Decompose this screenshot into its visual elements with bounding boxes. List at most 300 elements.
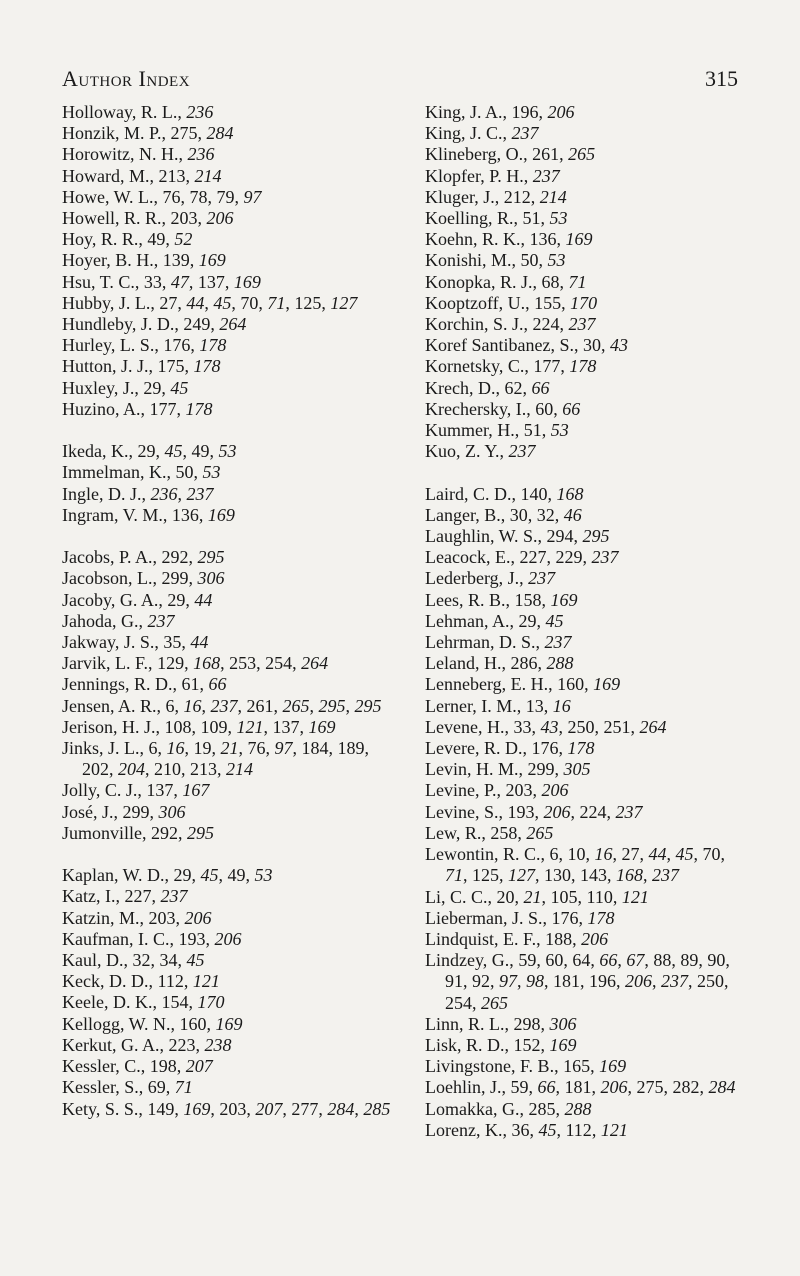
citation-page: 177 (149, 398, 177, 419)
reference-page-italic: 306 (197, 568, 225, 589)
citation-page: 223 (168, 1034, 196, 1055)
citation-page: 49 (191, 441, 210, 462)
author-name: Kerkut, G. A., (62, 1034, 164, 1055)
citation-page: 258 (490, 822, 518, 843)
citation-page: 299 (161, 568, 189, 589)
index-entry: Hubby, J. L., 27, 44, 45, 70, 71, 125, 127 (62, 292, 358, 313)
citation-page: 130 (544, 865, 571, 886)
index-entry: Katz, I., 227, 237 (62, 886, 188, 907)
citation-page: 89 (680, 950, 699, 971)
citation-page: 189 (337, 738, 365, 759)
index-entry: Immelman, K., 50, 53 (62, 462, 221, 483)
reference-page-italic: 265 (282, 695, 310, 716)
index-entry: Levine, S., 193, 206, 224, 237 (425, 801, 643, 822)
reference-page-italic: 71 (267, 292, 286, 313)
index-entry (425, 441, 740, 462)
author-name: Laughlin, W. S., (425, 526, 543, 547)
author-name: Levin, H. M., (425, 759, 523, 780)
citation-page: 27 (159, 292, 178, 313)
index-entry: Loehlin, J., 59, 66, 181, 206, 275, 282, 284 (425, 1077, 736, 1098)
reference-page-italic: 237 (532, 165, 560, 186)
citation-page: 129 (157, 653, 185, 674)
author-name: Howell, R. R., (62, 208, 167, 229)
index-entry: Jacoby, G. A., 29, 44 (62, 589, 213, 610)
citation-page: 32 (536, 504, 555, 525)
author-name: Hsu, T. C., (62, 271, 140, 292)
reference-page-italic: 206 (543, 801, 571, 822)
citation-page: 51 (523, 420, 542, 441)
citation-page: 68 (541, 271, 560, 292)
citation-page: 70 (702, 844, 721, 865)
reference-page-italic: 97 (274, 738, 293, 759)
author-name: Kessler, S., (62, 1077, 144, 1098)
reference-page-italic: 169 (198, 250, 226, 271)
reference-page-italic: 53 (218, 441, 237, 462)
citation-page: 229 (555, 547, 583, 568)
author-name: King, J. C., (425, 123, 508, 144)
reference-page-italic: 306 (549, 1013, 577, 1034)
index-entry: Lenneberg, E. H., 160, 169 (425, 674, 621, 695)
citation-page: 299 (122, 801, 150, 822)
reference-page-italic: 66 (531, 377, 550, 398)
author-name: Katz, I., (62, 886, 120, 907)
reference-page-italic: 16 (552, 695, 571, 716)
index-entry: Korchin, S. J., 224, 237 (425, 314, 596, 335)
author-name: Jumonville, (62, 822, 147, 843)
author-name: Hurley, L. S., (62, 335, 159, 356)
citation-page: 261 (246, 695, 274, 716)
author-name: Lehman, A., (425, 610, 514, 631)
citation-page: 29 (137, 441, 156, 462)
citation-page: 143 (580, 865, 607, 886)
author-name: Jacoby, G. A., (62, 589, 163, 610)
citation-page: 176 (531, 738, 559, 759)
citation-page: 112 (565, 1119, 592, 1140)
citation-page: 105 (550, 886, 578, 907)
author-name: Kessler, C., (62, 1056, 146, 1077)
citation-page: 292 (151, 822, 178, 843)
index-entry: Levere, R. D., 176, 178 (425, 738, 595, 759)
citation-page: 10 (567, 844, 586, 865)
index-entry: Krech, D., 62, 66 (425, 377, 550, 398)
author-name: Ikeda, K., (62, 441, 133, 462)
reference-page-italic: 53 (549, 208, 568, 229)
citation-page: 139 (162, 250, 190, 271)
running-header (62, 66, 738, 92)
author-name: Lees, R. B., (425, 589, 510, 610)
index-entry: Lieberman, J. S., 176, 178 (425, 907, 615, 928)
reference-page-italic: 206 (214, 928, 242, 949)
index-entry: Levene, H., 33, 43, 250, 251, 264 (425, 716, 667, 737)
author-name: Lisk, R. D., (425, 1034, 510, 1055)
citation-page: 212 (503, 186, 531, 207)
reference-page-italic: 306 (158, 801, 186, 822)
citation-page: 261 (532, 144, 560, 165)
letter-group-gap (62, 526, 392, 547)
author-name: Lindquist, E. F., (425, 928, 541, 949)
reference-page-italic: 43 (540, 716, 559, 737)
reference-page-italic: 71 (174, 1077, 193, 1098)
index-entry: Klineberg, O., 261, 265 (425, 144, 596, 165)
letter-group-gap (62, 844, 392, 865)
index-entry: Keele, D. K., 154, 170 (62, 992, 225, 1013)
citation-page: 286 (510, 653, 538, 674)
citation-page: 282 (672, 1077, 700, 1098)
citation-page: 137 (272, 716, 300, 737)
reference-page-italic: 178 (567, 738, 595, 759)
author-name: Kummer, H., (425, 420, 520, 441)
reference-page-italic: 288 (546, 653, 574, 674)
citation-page: 152 (513, 1034, 541, 1055)
citation-page: 196 (511, 102, 539, 122)
reference-page-italic: 284 (206, 123, 234, 144)
reference-page-italic: 169 (565, 229, 593, 250)
index-entry: Lisk, R. D., 152, 169 (425, 1034, 577, 1055)
reference-page-italic: 265 (481, 992, 508, 1013)
reference-page-italic: 21 (220, 738, 239, 759)
author-name: Krechersky, I., (425, 398, 531, 419)
reference-page-italic: 169 (233, 271, 261, 292)
citation-page: 29 (143, 377, 162, 398)
reference-page-italic: 170 (570, 292, 598, 313)
index-entry: Lehman, A., 29, 45 (425, 610, 564, 631)
reference-page-italic: 169 (183, 1098, 211, 1119)
citation-page: 249 (183, 314, 211, 335)
reference-page-italic: 264 (639, 716, 667, 737)
reference-page-italic: 44 (648, 844, 667, 865)
index-entry: Jacobson, L., 299, 306 (62, 568, 225, 589)
reference-page-italic: 47 (170, 271, 189, 292)
citation-page: 13 (525, 695, 544, 716)
index-entry: Koelling, R., 51, 53 (425, 208, 568, 229)
reference-page-italic: 237 (615, 801, 643, 822)
author-name: Keck, D. D., (62, 971, 153, 992)
index-entry: Koehn, R. K., 136, 169 (425, 229, 593, 250)
index-entry: Jumonville, 292, 295 (62, 822, 214, 843)
citation-page: 76 (247, 738, 266, 759)
author-name: Keele, D. K., (62, 992, 157, 1013)
index-entry: Krechersky, I., 60, 66 (425, 398, 581, 419)
reference-page-italic: 237 (508, 441, 536, 462)
citation-page: 34 (159, 950, 178, 971)
index-entry: Kummer, H., 51, 53 (425, 420, 569, 441)
citation-page: 294 (546, 526, 574, 547)
citation-page: 275 (170, 123, 198, 144)
author-name: Klopfer, P. H., (425, 165, 529, 186)
author-name: Koehn, R. K., (425, 229, 525, 250)
citation-page: 51 (522, 208, 541, 229)
index-entry: Hundleby, J. D., 249, 264 (62, 314, 247, 335)
citation-page: 112 (157, 971, 184, 992)
reference-page-italic: 206 (206, 208, 234, 229)
index-entry: Lindquist, E. F., 188, 206 (425, 928, 609, 949)
reference-page-italic: 295 (187, 822, 214, 843)
author-name: Ingle, D. J., (62, 483, 146, 504)
author-name: Jerison, H. J., (62, 716, 160, 737)
index-entry (62, 102, 392, 123)
reference-page-italic: 237 (544, 632, 572, 653)
author-name: Koref Santibanez, S., (425, 335, 579, 356)
author-name: Koelling, R., (425, 208, 518, 229)
reference-page-italic: 121 (236, 716, 264, 737)
citation-page: 285 (528, 1098, 556, 1119)
reference-page-italic: 285 (363, 1098, 391, 1119)
citation-page: 275 (636, 1077, 664, 1098)
index-entry: Ingle, D. J., 236, 237 (62, 483, 214, 504)
author-name: Krech, D., (425, 377, 500, 398)
index-entry: Keck, D. D., 112, 121 (62, 971, 220, 992)
index-entry: Kaplan, W. D., 29, 45, 49, 53 (62, 865, 273, 886)
author-name: Hoy, R. R., (62, 229, 143, 250)
reference-page-italic: 214 (539, 186, 567, 207)
reference-page-italic: 16 (183, 695, 202, 716)
citation-page: 62 (504, 377, 523, 398)
reference-page-italic: 207 (185, 1056, 213, 1077)
reference-page-italic: 127 (508, 865, 535, 886)
citation-page: 30 (509, 504, 528, 525)
reference-page-italic: 67 (626, 950, 645, 971)
reference-page-italic: 168 (556, 483, 584, 504)
citation-page: 227 (519, 547, 547, 568)
index-entry: Kornetsky, C., 177, 178 (425, 356, 597, 377)
citation-page: 160 (179, 1013, 207, 1034)
author-name: Jolly, C. J., (62, 780, 142, 801)
reference-page-italic: 97 (243, 186, 262, 207)
reference-page-italic: 238 (204, 1034, 232, 1055)
reference-page-italic: 264 (301, 653, 329, 674)
reference-page-italic: 237 (186, 483, 214, 504)
citation-page: 181 (564, 1077, 592, 1098)
index-entry: Jerison, H. J., 108, 109, 121, 137, 169 (62, 716, 336, 737)
index-entry (62, 611, 392, 632)
index-entry: Jolly, C. J., 137, 167 (62, 780, 210, 801)
author-name: Kuo, Z. Y., (425, 441, 505, 462)
citation-page: 137 (197, 271, 225, 292)
reference-page-italic: 295 (318, 695, 346, 716)
author-name: Lewontin, R. C., (425, 844, 545, 865)
index-entry: Leacock, E., 227, 229, 237 (425, 547, 619, 568)
citation-page: 176 (163, 335, 191, 356)
author-name: Jahoda, G., (62, 610, 143, 631)
author-name: Li, C. C., (425, 886, 493, 907)
author-name: Kaplan, W. D., (62, 865, 169, 886)
citation-page: 203 (219, 1098, 247, 1119)
reference-page-italic: 45 (545, 610, 564, 631)
reference-page-italic: 284 (327, 1098, 355, 1119)
citation-page: 202 (82, 759, 109, 780)
reference-page-italic: 295 (197, 547, 225, 568)
letter-group-gap (62, 420, 392, 441)
author-name: Levine, S., (425, 801, 503, 822)
reference-page-italic: 167 (182, 780, 210, 801)
author-name: Jennings, R. D., (62, 674, 178, 695)
author-name: Jacobson, L., (62, 568, 157, 589)
author-name: Konishi, M., (425, 250, 517, 271)
citation-page: 176 (551, 907, 579, 928)
author-name: Livingstone, F. B., (425, 1056, 559, 1077)
author-name: Howe, W. L., (62, 186, 158, 207)
reference-page-italic: 66 (562, 398, 581, 419)
author-name: Jacobs, P. A., (62, 547, 158, 568)
author-name: Langer, B., (425, 504, 506, 525)
reference-page-italic: 45 (170, 377, 189, 398)
index-entry: Kellogg, W. N., 160, 169 (62, 1013, 243, 1034)
citation-page: 175 (157, 356, 185, 377)
reference-page-italic: 127 (330, 292, 358, 313)
citation-page: 20 (496, 886, 515, 907)
reference-page-italic: 121 (621, 886, 649, 907)
citation-page: 33 (513, 716, 532, 737)
index-entry (425, 568, 740, 589)
reference-page-italic: 98 (526, 971, 544, 992)
index-entry: King, J. A., 196, 206 (425, 102, 575, 122)
reference-page-italic: 169 (593, 674, 621, 695)
author-name: Lew, R., (425, 822, 486, 843)
left-index-column (62, 102, 392, 1120)
reference-page-italic: 178 (569, 356, 597, 377)
reference-page-italic: 206 (547, 102, 575, 122)
citation-page: 29 (173, 865, 192, 886)
index-entry: Huxley, J., 29, 45 (62, 377, 189, 398)
author-name: Lorenz, K., (425, 1119, 507, 1140)
citation-page: 69 (147, 1077, 166, 1098)
reference-page-italic: 169 (599, 1056, 627, 1077)
citation-page: 227 (124, 886, 152, 907)
citation-page: 213 (158, 165, 186, 186)
reference-page-italic: 170 (197, 992, 225, 1013)
citation-page: 155 (534, 292, 562, 313)
citation-page: 136 (529, 229, 557, 250)
reference-page-italic: 237 (568, 314, 596, 335)
author-name: Honzik, M. P., (62, 123, 167, 144)
index-entry: Kooptzoff, U., 155, 170 (425, 292, 598, 313)
reference-page-italic: 169 (549, 1034, 577, 1055)
author-name: Jarvik, L. F., (62, 653, 153, 674)
citation-page: 149 (147, 1098, 175, 1119)
index-entry: Hoy, R. R., 49, 52 (62, 229, 193, 250)
author-name: Kooptzoff, U., (425, 292, 530, 313)
author-name: Lindzey, G., (425, 950, 514, 971)
author-name: Kornetsky, C., (425, 356, 529, 377)
citation-page: 59 (510, 1077, 529, 1098)
reference-page-italic: 206 (184, 907, 212, 928)
citation-page: 29 (167, 589, 186, 610)
reference-page-italic: 44 (194, 589, 213, 610)
reference-page-italic: 53 (547, 250, 566, 271)
citation-page: 110 (586, 886, 613, 907)
citation-page: 224 (532, 314, 560, 335)
reference-page-italic: 178 (193, 356, 221, 377)
citation-page: 108 (164, 716, 192, 737)
citation-page: 254 (445, 992, 472, 1013)
citation-page: 203 (170, 208, 198, 229)
citation-page: 298 (513, 1013, 541, 1034)
author-name: Lederberg, J., (425, 568, 524, 589)
index-entry: Li, C. C., 20, 21, 105, 110, 121 (425, 886, 649, 907)
author-name: Laird, C. D., (425, 483, 516, 504)
index-entry: Jarvik, L. F., 129, 168, 253, 254, 264 (62, 653, 329, 674)
index-entry: Howard, M., 213, 214 (62, 165, 222, 186)
citation-page: 196 (589, 971, 616, 992)
citation-page: 210 (154, 759, 181, 780)
index-entry: Hoyer, B. H., 139, 169 (62, 250, 226, 271)
citation-page: 177 (533, 356, 561, 377)
index-entry: Howe, W. L., 76, 78, 79, 97 (62, 186, 262, 207)
index-entry: Jacobs, P. A., 292, 295 (62, 547, 225, 568)
reference-page-italic: 169 (550, 589, 578, 610)
reference-page-italic: 45 (213, 292, 232, 313)
reference-page-italic: 237 (160, 886, 188, 907)
citation-page: 88 (653, 950, 672, 971)
right-index-column (425, 102, 740, 1141)
index-entry: Levine, P., 203, 206 (425, 780, 569, 801)
author-name: Korchin, S. J., (425, 314, 528, 335)
reference-page-italic: 295 (582, 526, 610, 547)
reference-page-italic: 295 (354, 695, 382, 716)
reference-page-italic: 52 (174, 229, 193, 250)
author-name: Lieberman, J. S., (425, 907, 547, 928)
citation-page: 125 (294, 292, 322, 313)
index-entry (62, 144, 392, 165)
reference-page-italic: 21 (523, 886, 542, 907)
citation-page: 78 (189, 186, 208, 207)
citation-page: 165 (563, 1056, 591, 1077)
reference-page-italic: 66 (537, 1077, 556, 1098)
author-name: Leacock, E., (425, 547, 515, 568)
author-name: Horowitz, N. H., (62, 144, 183, 165)
reference-page-italic: 178 (185, 398, 213, 419)
reference-page-italic: 53 (202, 462, 221, 483)
index-entry (425, 632, 740, 653)
author-name: Kellogg, W. N., (62, 1013, 176, 1034)
index-entry: Langer, B., 30, 32, 46 (425, 504, 582, 525)
letter-group-gap (425, 462, 740, 483)
citation-page: 49 (147, 229, 166, 250)
reference-page-italic: 53 (550, 420, 569, 441)
author-name: Jensen, A. R., (62, 695, 161, 716)
author-name: Lenneberg, E. H., (425, 674, 553, 695)
index-entry: Kluger, J., 212, 214 (425, 186, 567, 207)
citation-page: 61 (181, 674, 200, 695)
citation-page: 36 (511, 1119, 530, 1140)
page-number: 315 (705, 66, 738, 91)
index-entry: Lees, R. B., 158, 169 (425, 589, 578, 610)
reference-page-italic: 45 (186, 950, 205, 971)
citation-page: 158 (514, 589, 542, 610)
author-name: Levere, R. D., (425, 738, 527, 759)
citation-page: 19 (193, 738, 212, 759)
author-name: Ingram, V. M., (62, 504, 168, 525)
author-name: Klineberg, O., (425, 144, 528, 165)
index-entry: Kerkut, G. A., 223, 238 (62, 1034, 232, 1055)
citation-page: 33 (143, 271, 162, 292)
reference-page-italic: 178 (587, 907, 615, 928)
index-entry: Lew, R., 258, 265 (425, 822, 554, 843)
index-entry: José, J., 299, 306 (62, 801, 186, 822)
author-name: Loehlin, J., (425, 1077, 506, 1098)
reference-page-italic: 43 (609, 335, 628, 356)
author-name: Hoyer, B. H., (62, 250, 159, 271)
index-entry: Katzin, M., 203, 206 (62, 907, 212, 928)
reference-page-italic: 16 (166, 738, 185, 759)
reference-page-italic: 66 (208, 674, 227, 695)
citation-page: 140 (520, 483, 548, 504)
citation-page: 90 (707, 950, 726, 971)
citation-page: 250 (697, 971, 724, 992)
author-name: Lehrman, D. S., (425, 632, 540, 653)
citation-page: 50 (175, 462, 194, 483)
citation-page: 6 (549, 844, 559, 865)
